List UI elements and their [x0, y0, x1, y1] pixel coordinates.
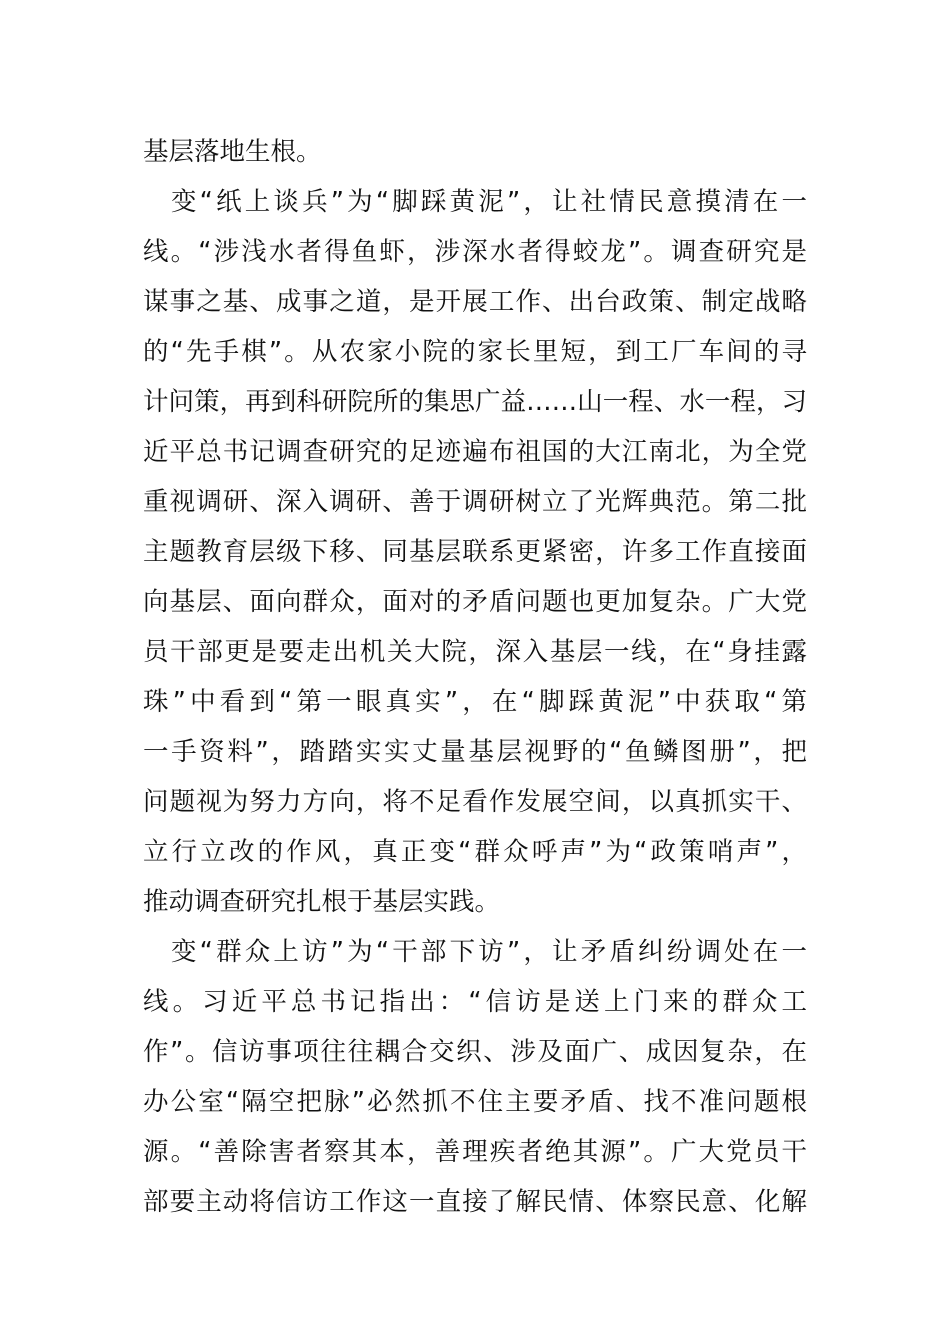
text-line: 变“纸上谈兵”为“脚踩黄泥”，让社情民意摸清在一 [171, 187, 807, 217]
text-line: 推动调查研究扎根于基层实践。 [143, 887, 501, 917]
text-line: 重视调研、深入调研、善于调研树立了光辉典范。第二批 [143, 487, 807, 517]
text-line: 谋事之基、成事之道，是开展工作、出台政策、制定战略 [143, 287, 807, 317]
text-line: 基层落地生根。 [143, 137, 322, 167]
text-line: 珠”中看到“第一眼真实”，在“脚踩黄泥”中获取“第 [143, 687, 807, 717]
text-line: 办公室“隔空把脉”必然抓不住主要矛盾、找不准问题根 [143, 1087, 807, 1117]
text-line: 员干部更是要走出机关大院，深入基层一线，在“身挂露 [143, 637, 807, 667]
text-line: 一手资料”，踏踏实实丈量基层视野的“鱼鳞图册”，把 [143, 737, 807, 767]
text-line: 立行立改的作风，真正变“群众呼声”为“政策哨声”， [143, 837, 807, 867]
text-line: 近平总书记调查研究的足迹遍布祖国的大江南北，为全党 [143, 437, 807, 467]
text-line: 问题视为努力方向，将不足看作发展空间，以真抓实干、 [143, 787, 807, 817]
text-line: 主题教育层级下移、同基层联系更紧密，许多工作直接面 [143, 537, 807, 567]
text-line: 向基层、面向群众，面对的矛盾问题也更加复杂。广大党 [143, 587, 807, 617]
text-line: 变“群众上访”为“干部下访”，让矛盾纠纷调处在一 [171, 937, 807, 967]
text-line: 线。习近平总书记指出：“信访是送上门来的群众工 [143, 987, 807, 1017]
document-body [143, 127, 807, 1227]
text-line: 计问策，再到科研院所的集思广益……山一程、水一程，习 [143, 387, 807, 417]
text-line: 源。“善除害者察其本，善理疾者绝其源”。广大党员干 [143, 1137, 807, 1167]
text-line: 线。“涉浅水者得鱼虾，涉深水者得蛟龙”。调查研究是 [143, 237, 807, 267]
text-line: 作”。信访事项往往耦合交织、涉及面广、成因复杂，在 [143, 1037, 807, 1067]
text-line: 的“先手棋”。从农家小院的家长里短，到工厂车间的寻 [143, 337, 807, 367]
text-line: 部要主动将信访工作这一直接了解民情、体察民意、化解 [143, 1187, 807, 1217]
